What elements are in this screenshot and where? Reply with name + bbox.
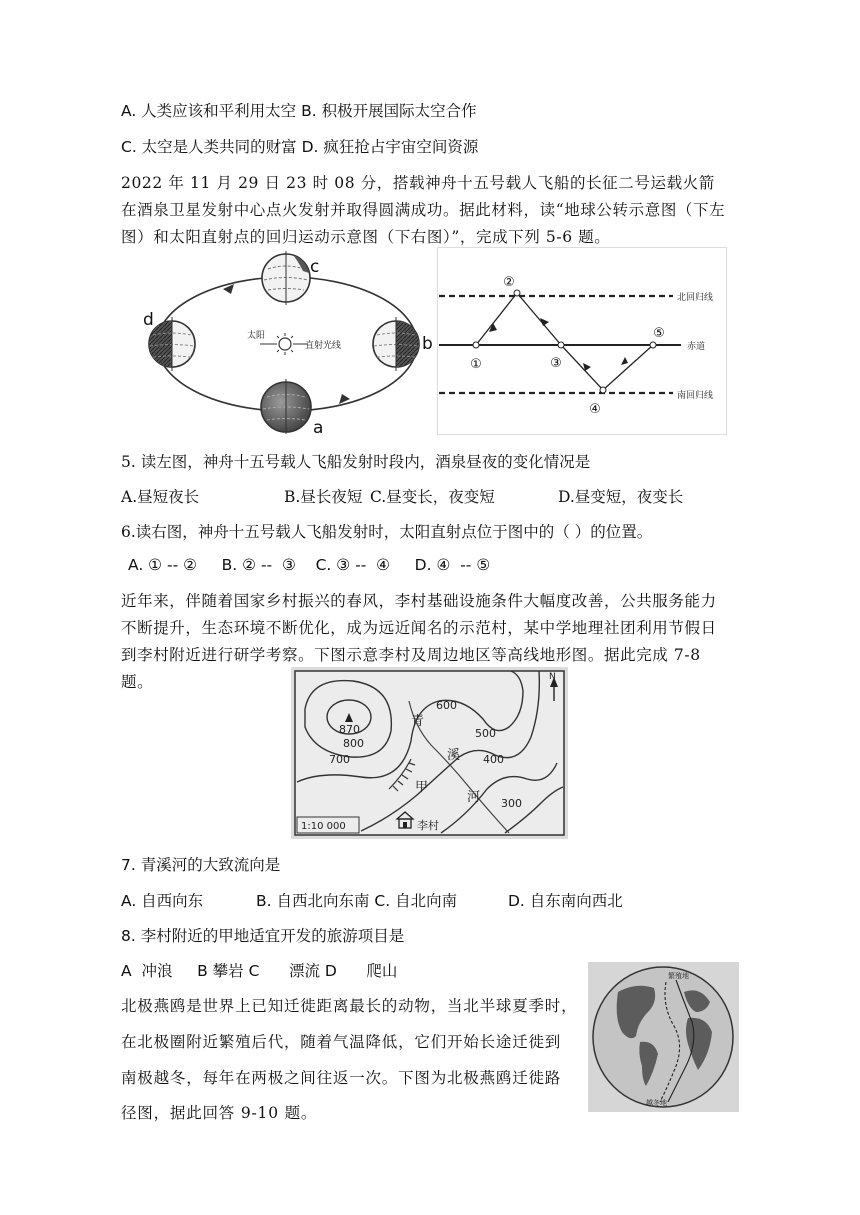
contour-map [291,667,568,839]
peak-elevation: 870 [339,723,360,736]
contour-label-400: 400 [483,753,504,766]
contour-label-800: 800 [343,737,364,750]
river-char-2: 溪 [447,748,461,763]
label-d: d [143,310,154,330]
orbit-figure [143,247,435,435]
ray-label: 直射光线 [305,341,342,351]
village-label: 李村 [417,819,439,832]
q8-stem: 8. 李村附近的甲地适宜开发的旅游项目是 [121,927,405,945]
q7-option-d: D. 自东南向西北 [508,892,623,910]
sunpoint-figure [437,247,727,435]
q6-options: A. ① -- ② B. ② -- ③ C. ③ -- ④ D. ④ -- ⑤ [128,556,491,574]
q4-options-line2: C. 太空是人类共同的财富 D. 疯狂抢占宇宙空间资源 [121,138,479,156]
point-2: ② [503,275,515,290]
point-1: ① [470,357,482,372]
intro-9-10-line3: 南极越冬，每年在两极之间往返一次。下图为北极燕鸥迁徙路 [121,1069,562,1087]
q7-option-a: A. 自西向东 [121,892,204,910]
intro-9-10-line4: 径图，据此回答 9-10 题。 [121,1104,318,1122]
intro-9-10-line1: 北极燕鸥是世界上已知迁徙距离最长的动物，当北半球夏季时， [121,997,578,1015]
place-jia: 甲 [415,780,429,795]
scale-label: 1:10 000 [301,821,346,832]
sun-label: 太阳 [247,331,266,341]
contour-label-300: 300 [501,797,522,810]
label-a: a [313,418,324,435]
intro-9-10-line2: 在北极圈附近繁殖后代，随着气温降低，它们开始长途迁徙到 [121,1033,562,1051]
wintering-label: 越冬地 [646,1099,667,1107]
label-b: b [422,334,433,354]
globe [593,967,733,1107]
intro-5-6: 2022 年 11 月 29 日 23 时 08 分，搭载神舟十五号载人飞船的长征二号运载火箭在酒泉卫星发射中心点火发射并取得圆满成功。据此材料，读“地球公转示意图（下左图）和太阳直射点的回归运动示意图（下右图）”，完成下列 5-6 题。 [121,174,726,246]
contour-label-700: 700 [329,753,350,766]
globe-a [261,379,311,434]
q7-option-bc: B. 自西北向东南 C. 自北向南 [256,892,458,910]
migration-globe-figure [588,962,739,1112]
intro-7-8: 近年来，伴随着国家乡村振兴的春风，李村基础设施条件大幅度改善，公共服务能力不断提升，生态环境不断优化，成为远近闻名的示范村，某中学地理社团利用节假日到李村附近进行研学考察。下图示意李村及周边地区等高线地形图。据此完成 7-8 题。 [121,592,717,691]
q7-stem: 7. 青溪河的大致流向是 [121,856,281,874]
river-char-3: 河 [467,790,481,805]
north-tropic-label: 北回归线 [677,293,714,303]
contour-label-500: 500 [475,727,496,740]
contour-label-600: 600 [436,699,457,712]
point-3: ③ [550,356,562,371]
equator-label: 赤道 [687,342,706,352]
q4-options-line1: A. 人类应该和平利用太空 B. 积极开展国际太空合作 [121,102,477,120]
sun-icon [274,333,296,355]
q5-option-a: A.昼短夜长 [121,488,200,506]
point-5: ⑤ [653,326,665,341]
south-tropic-label: 南回归线 [677,391,714,401]
breeding-label: 繁殖地 [668,972,689,980]
q6-stem: 6.读右图，神舟十五号载人飞船发射时，太阳直射点位于图中的（ ）的位置。 [121,523,653,541]
q8-options: A 冲浪 B 攀岩 C 漂流 D 爬山 [121,962,398,980]
label-c: c [310,257,320,277]
river-char-1: 青 [411,714,425,729]
north-label: N [549,672,556,682]
q5-option-c: C.昼变长，夜变短 [370,488,495,506]
globe-d [149,317,195,371]
globe-c [262,251,310,305]
point-4: ④ [589,402,601,417]
q5-option-d: D.昼变短，夜变长 [558,488,684,506]
sunpoint-path [476,293,653,390]
q5-stem: 5. 读左图，神舟十五号载人飞船发射时段内，酒泉昼夜的变化情况是 [121,453,591,471]
q5-option-b: B.昼长夜短 [284,488,363,506]
